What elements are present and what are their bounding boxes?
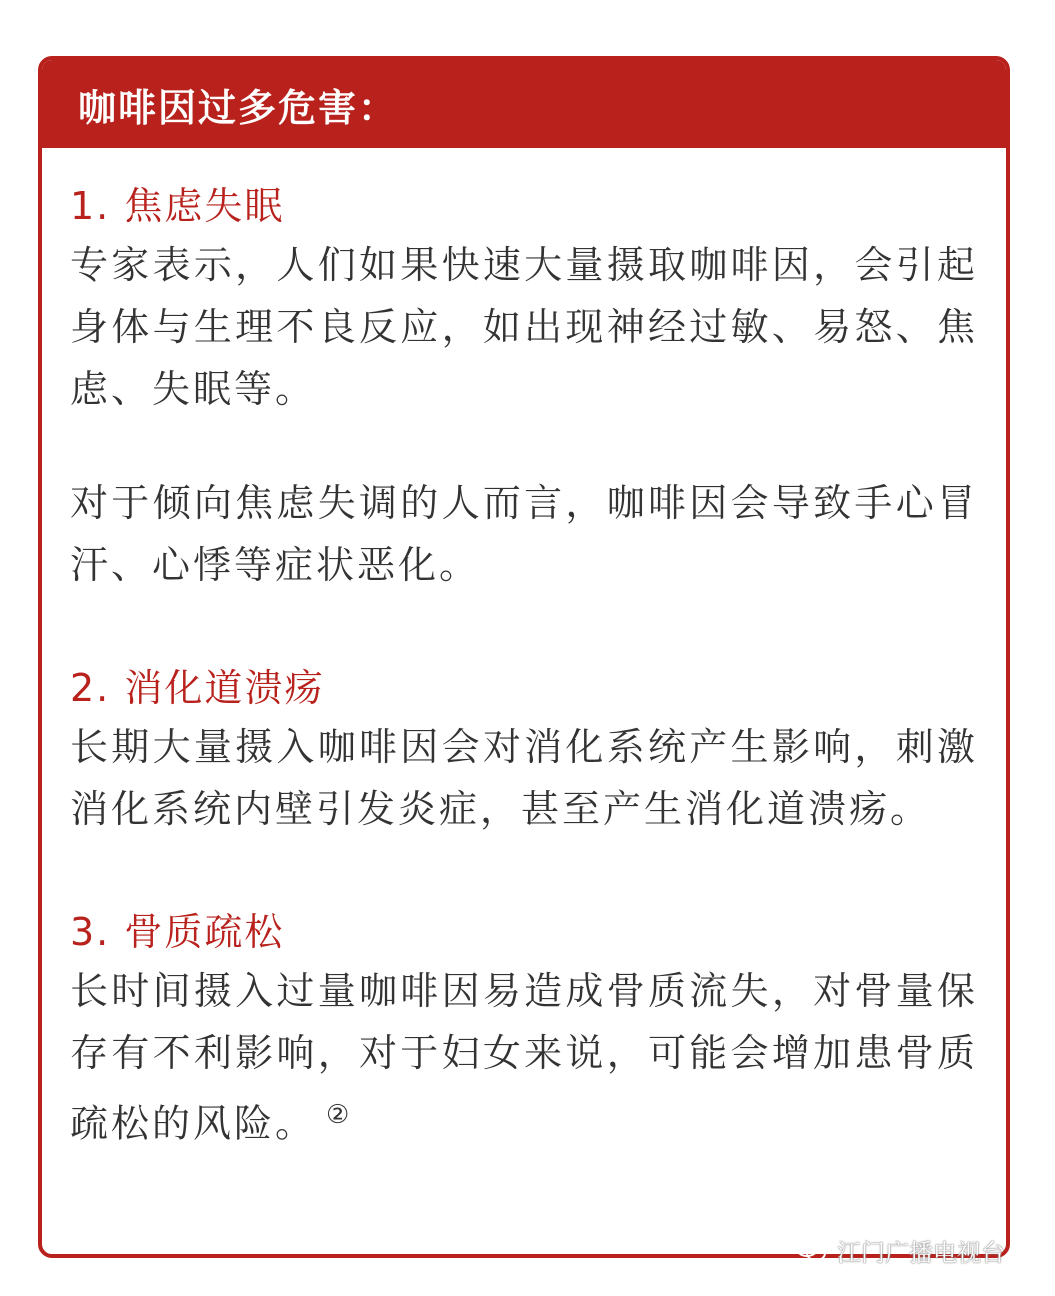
section-paragraph: 对于倾向焦虑失调的人而言，咖啡因会导致手心冒汗、心悸等症状恶化。 (70, 481, 978, 587)
section-paragraph-text: 长时间摄入过量咖啡因易造成骨质流失，对骨量保存有不利影响，对于妇女来说，可能会增加患骨质疏松的风险。 (70, 969, 978, 1146)
section-digestive-ulcer (70, 660, 978, 840)
card-title: 咖啡因过多危害： (78, 85, 399, 130)
section-paragraph (70, 960, 978, 1155)
wechat-icon (795, 1237, 827, 1263)
watermark (795, 1232, 1005, 1268)
section-paragraph: 专家表示，人们如果快速大量摄取咖啡因，会引起身体与生理不良反应，如出现神经过敏、易怒、焦虑、失眠等。 (70, 243, 978, 411)
section-title: 1. 焦虑失眠 (70, 184, 285, 228)
section-anxiety-insomnia (70, 178, 978, 596)
watermark-text: 江门广播电视台 (837, 1238, 1005, 1267)
card-header (42, 60, 1006, 148)
section-title: 3. 骨质疏松 (70, 910, 285, 954)
section-osteoporosis (70, 904, 978, 1155)
card-body (42, 148, 1006, 1155)
footnote-marker: ② (326, 1100, 353, 1130)
harm-card (38, 56, 1010, 1258)
section-paragraph: 长期大量摄入咖啡因会对消化系统产生影响，刺激消化系统内壁引发炎症，甚至产生消化道溃疡。 (70, 725, 978, 831)
section-title: 2. 消化道溃疡 (70, 666, 325, 710)
